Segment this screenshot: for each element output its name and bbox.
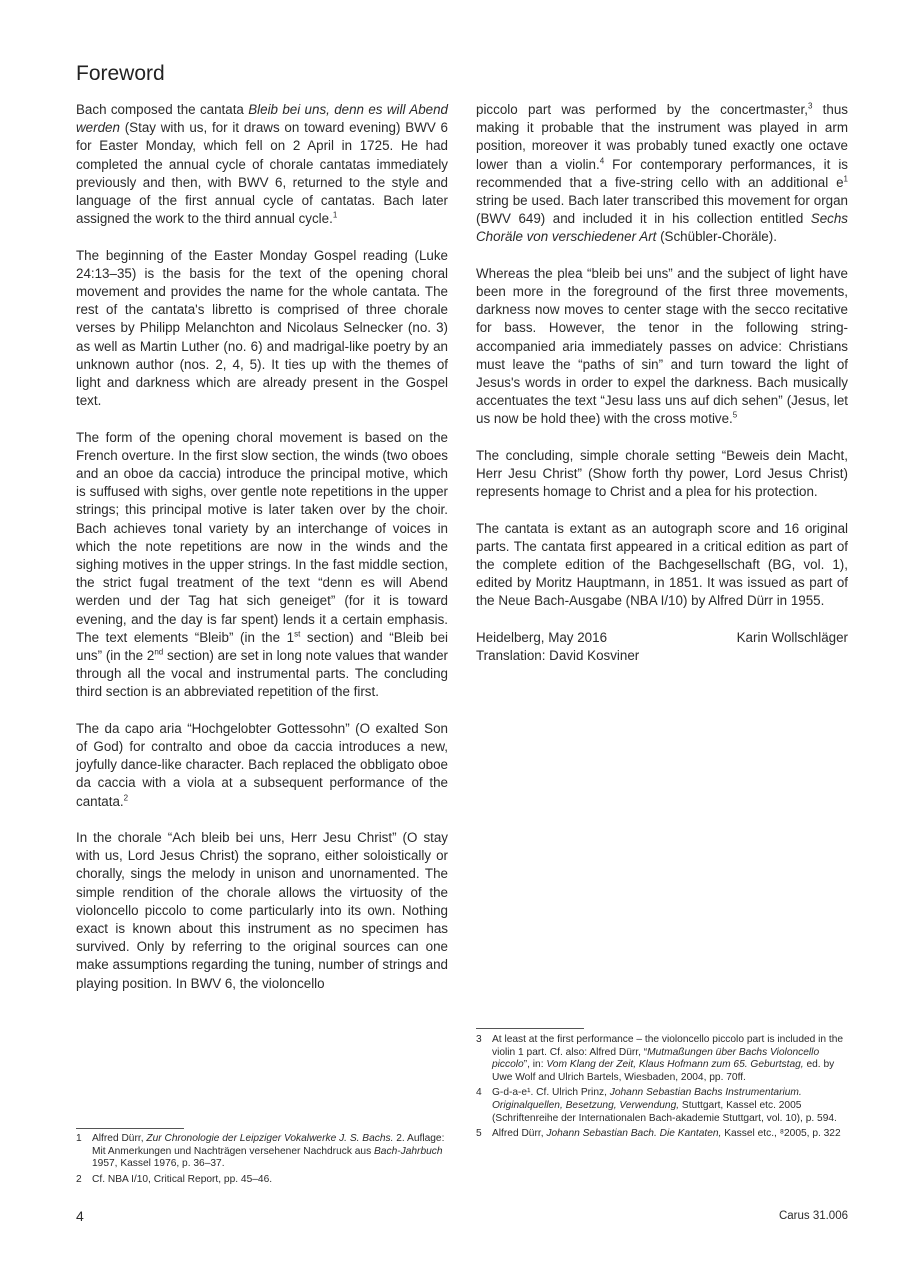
paragraph-sources: The cantata is extant as an autograph score and 16 original parts. The cantata first appeared in a critical edition as part of the complete edition of the Bachgesellschaft (BG, vol. 1), edited by Moritz Hauptmann, in 1851. It was issued as part of the Neue Bach-Ausgabe (NBA I/10) by Alfred Dürr in 1955. xyxy=(476,520,848,609)
footnote-ref: 5 xyxy=(732,410,738,420)
footnote-divider-right xyxy=(476,1028,584,1029)
footnote-2: 2 Cf. NBA I/10, Critical Report, pp. 45–46. xyxy=(76,1173,273,1185)
paragraph-piccolo: piccolo part was performed by the concertmaster,$^3$ thus making it probable that the instrument was played in arm position, moreover it was probably tuned exactly one octave lower than a violin.$^4$ For contemporary performances, it is recommended that a five-string cello with an additional $e^1$ string be used. Bach later transcribed this movement for organ (BWV 649) and included it in his collection entitled Sechs Choräle von verschiedener Art (Schübler-Choräle). xyxy=(476,101,848,245)
place-date: Heidelberg, May 2016 xyxy=(476,629,608,645)
footnote-ref: 1 xyxy=(332,210,338,220)
paragraph-recitative: Whereas the plea “bleib bei uns” and the subject of light have been more in the foreground of the first three movements, darkness now moves to center stage with the secco recitative for bass. However, the tenor in the following string-accompanied aria immediately passes on advice: Christians must leave the “paths of sin” and turn toward the light of Jesus's words in order to expel the darkness. Bach musically accentuates the text “Jesu lass uns auf dich sehen” (Jesus, let us now be hold thee) with the cross motive.$^5$ xyxy=(476,265,848,427)
left-column xyxy=(76,101,448,1011)
paragraph-opening-movement: The form of the opening choral movement is based on the French overture. In the first slow section, the winds (two oboes and an oboe da caccia) introduce the principal motive, which is suffused with sighs, over gentle note repetitions in the upper strings; this principal motive is later taken over by the choir. Bach achieves tonal variety by an interchange of voices in which the note repetitions are now in the winds and the sighing motives in the upper strings. In the fast middle section, the strict fugal treatment of the text “denn es will Abend werden und der Tag hat sich geneiget” (for it is toward evening, and the day is far spent) lends it a certain emphasis. The text elements “Bleib” (in the 1st section) and “Bleib bei uns” (in the 2nd section) are set in long note values that wander through all the vocal and instrumental parts. The concluding third section is an abbreviated repetition of the first. xyxy=(76,429,449,700)
signature-line xyxy=(476,629,848,647)
paragraph-intro: Bach composed the cantata Bleib bei uns, denn es will Abend werden (Stay with us, for it draws on toward evening) BWV 6 for Easter Monday, which fell on 2 April in 1725. He had completed the annual cycle of chorale cantatas immediately previously and then, with BWV 6, returned to the style and language of the first annual cycle of cantatas. Bach later assigned the work to the third annual cycle.$^1$ xyxy=(76,102,448,227)
author-name: Karin Wollschläger xyxy=(736,629,848,645)
footnote-4: 4 G-d-a-e¹. Cf. Ulrich Prinz, Johann Sebastian Bachs Instrumentarium. Originalquellen, Besetzung, Verwendung, Stuttgart, Kassel etc. 2005 (Schriftenreihe der Internationalen Bach-akademie Stuttgart, vol. 10), p. 594. xyxy=(476,1087,837,1124)
footnotes-right xyxy=(476,1034,848,1144)
translation-credit: Translation: David Kosviner xyxy=(476,648,640,664)
footnote-divider-left xyxy=(76,1128,184,1129)
right-column xyxy=(476,101,848,665)
footnote-1: 1 Alfred Dürr, Zur Chronologie der Leipziger Vokalwerke J. S. Bachs. 2. Auflage: Mit Anmerkungen und Nachträgen versehener Nachdruck aus Bach-Jahrbuch 1957, Kassel 1976, p. 36–37. xyxy=(76,1133,445,1170)
footnotes-left xyxy=(76,1133,448,1189)
paragraph-gospel: The beginning of the Easter Monday Gospel reading (Luke 24:13–35) is the basis for the text of the opening choral movement and provides the name for the whole cantata. The rest of the cantata's libretto is comprised of three chorale verses by Philipp Melanchton and Nicolaus Selnecker (no. 3) as well as Martin Luther (no. 6) and madrigal-like poetry by an unknown author (nos. 2, 4, 5). It ties up with the themes of light and darkness which are already present in the Gospel text. xyxy=(76,247,448,409)
publisher-code: Carus 31.006 xyxy=(778,1210,848,1222)
footnote-ref: 2 xyxy=(123,793,129,803)
page-number: 4 xyxy=(76,1208,84,1224)
paragraph-final-chorale: The concluding, simple chorale setting “Beweis dein Macht, Herr Jesu Christ” (Show forth thy power, Lord Jesus Christ) represents homage to Christ and a plea for his protection. xyxy=(476,447,848,500)
paragraph-chorale: In the chorale “Ach bleib bei uns, Herr Jesu Christ” (O stay with us, Lord Jesus Christ) the soprano, either soloistically or chorally, sings the melody in unison and unornamented. The simple rendition of the chorale allows the virtuosity of the violoncello piccolo to come particularly into its own. Nothing exact is known about this instrument as no specimen has survived. Only by referring to the original sources can one make assumptions regarding the tuning, number of strings and playing position. In BWV 6, the violoncello xyxy=(76,830,448,991)
footnote-3: 3 At least at the first performance – the violoncello piccolo part is included in the violin 1 part. Cf. also: Alfred Dürr, “Mutmaßungen über Bachs Violoncello piccolo”, in: Vom Klang der Zeit, Klaus Hofmann zum 65. Geburtstag, ed. by Uwe Wolf and Ulrich Bartels, Wiesbaden, 2004, pp. 70ff. xyxy=(476,1034,844,1083)
footnote-5: 5 Alfred Dürr, Johann Sebastian Bach. Die Kantaten, Kassel etc., ⁸2005, p. 322 xyxy=(476,1128,841,1140)
page-title: Foreword xyxy=(76,62,165,85)
paragraph-aria: The da capo aria “Hochgelobter Gottessohn” (O exalted Son of God) for contralto and oboe da caccia introduces a new, joyfully dance-like character. Bach replaced the obbligato oboe da caccia with a viola at a subsequent performance of the cantata.$^2$ xyxy=(76,720,448,809)
